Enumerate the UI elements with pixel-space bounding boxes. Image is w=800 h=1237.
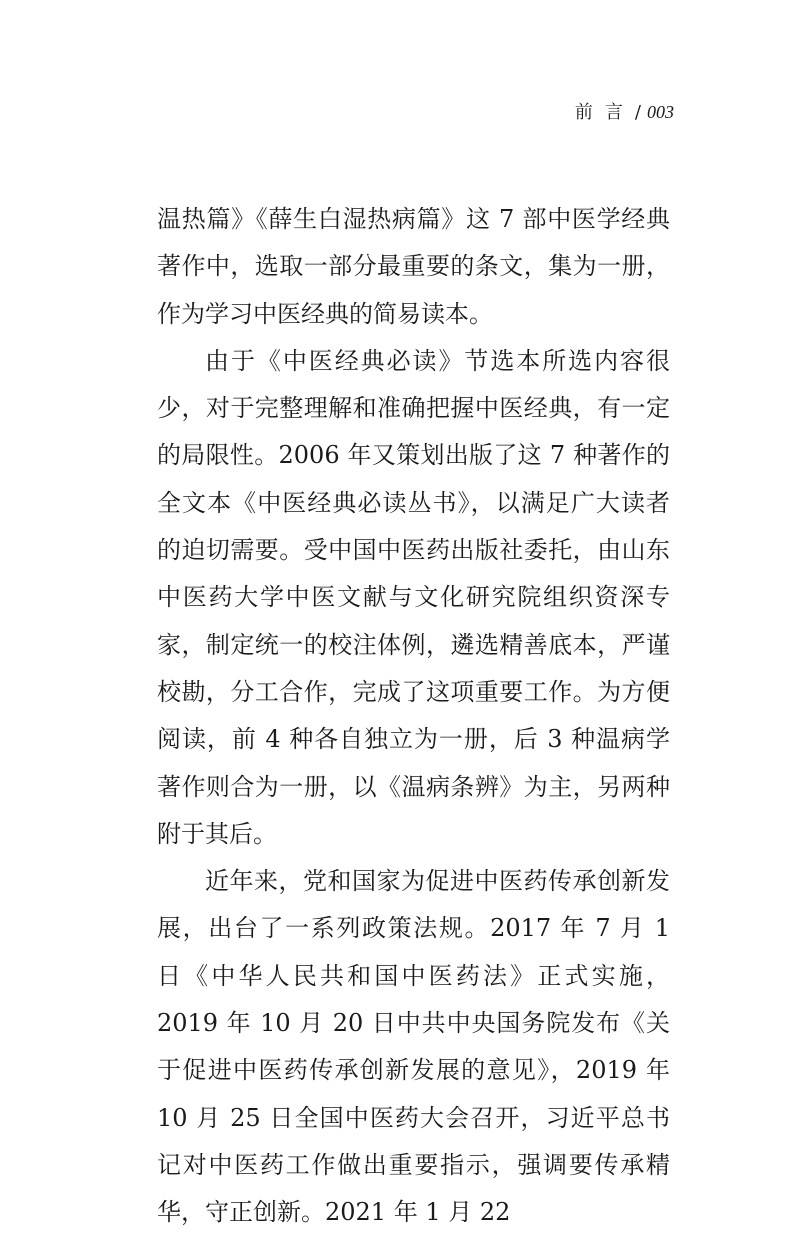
running-header — [575, 100, 674, 125]
page-number: 003 — [647, 102, 674, 122]
header-separator: / — [634, 102, 641, 123]
body-text — [157, 196, 670, 1237]
paragraph: 近年来，党和国家为促进中医药传承创新发展，出台了一系列政策法规。2017 年 7 月 1 日《中华人民共和国中医药法》正式实施，2019 年 10 月 20 日中共中央国务院发布《关于促进中医药传承创新发展的意见》，2019 年 10 月 25 日全国中医药大会召开，习近平总书记对中医药工作做出重要指示，强调要传承精华，守正创新。2021 年 1 月 22 — [157, 867, 670, 1227]
paragraph-continuation: 温热篇》《薛生白湿热病篇》这 7 部中医学经典著作中，选取一部分最重要的条文，集为一册，作为学习中医经典的简易读本。 — [157, 205, 670, 328]
paragraph: 由于《中医经典必读》节选本所选内容很少，对于完整理解和准确把握中医经典，有一定的局限性。2006 年又策划出版了这 7 种著作的全文本《中医经典必读丛书》，以满足广大读者的迫切需要。受中国中医药出版社委托，由山东中医药大学中医文献与文化研究院组织资深专家，制定统一的校注体例，遴选精善底本，严谨校勘，分工合作，完成了这项重要工作。为方便阅读，前 4 种各自独立为一册，后 3 种温病学著作则合为一册，以《温病条辨》为主，另两种附于其后。 — [157, 346, 670, 848]
chapter-title: 前言 — [574, 102, 635, 123]
